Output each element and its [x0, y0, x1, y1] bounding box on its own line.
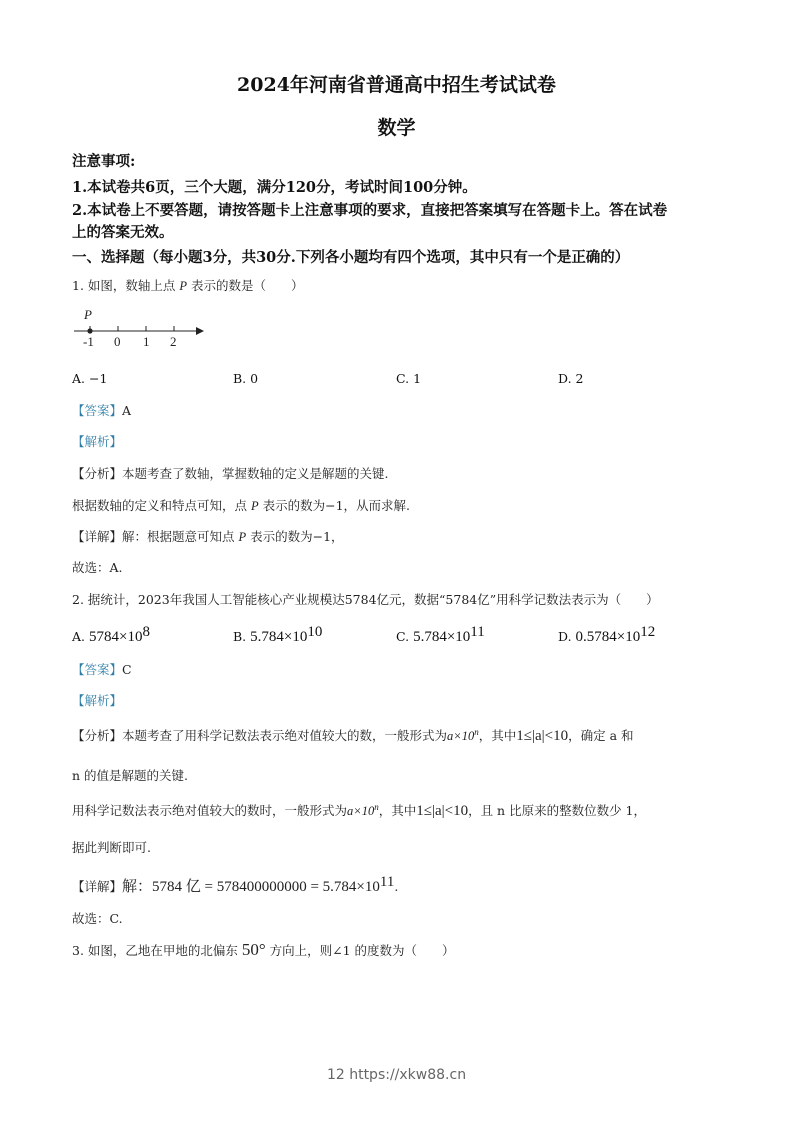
svg-text:2: 2	[170, 334, 177, 349]
q2-stem: 2. 据统计，2023年我国人工智能核心产业规模达5784亿元，数据“5784亿”用科学记数法表示为（ ）	[72, 592, 659, 607]
q1-option-b: B. 0	[233, 371, 259, 386]
number-line-figure	[72, 306, 212, 355]
q1-stem: 1. 如图，数轴上点 P 表示的数是（ ）	[72, 278, 304, 293]
q1-reasoning: 根据数轴的定义和特点可知，点 P 表示的数为−1，从而求解.	[72, 498, 410, 513]
q2-answer: 【答案】C	[72, 662, 132, 677]
svg-text:-1: -1	[83, 334, 94, 349]
svg-text:P: P	[84, 307, 92, 322]
svg-text:0: 0	[114, 334, 121, 349]
q1-conclusion: 故选：A.	[72, 560, 123, 575]
svg-text:1: 1	[143, 334, 150, 349]
q3-stem: 3. 如图，乙地在甲地的北偏东 50° 方向上，则∠1 的度数为（ ）	[72, 940, 455, 959]
q1-answer: 【答案】A	[72, 403, 132, 418]
q2-option-c: C. $5.784\times 10^{11}$	[396, 624, 485, 646]
q2-detail: 【详解】解：5784 亿 = $578400000000 = 5.784\times 10^{11}$.	[72, 874, 399, 896]
notice-item-2-cont: 上的答案无效。	[72, 224, 174, 241]
q1-analysis-label: 【解析】	[72, 434, 123, 449]
q1-detail: 【详解】解：根据题意可知点 P 表示的数为−1，	[72, 529, 344, 544]
section-heading: 一、选择题（每小题3分，共30分.下列各小题均有四个选项，其中只有一个是正确的）	[72, 249, 630, 266]
q1-option-a: A. −1	[72, 371, 108, 386]
page-footer: 12 https://xkw88.cn	[326, 1067, 467, 1083]
notice-item-1: 1.本试卷共6页，三个大题，满分120分，考试时间100分钟。	[72, 179, 477, 196]
q2-conclusion: 故选：C.	[72, 911, 123, 926]
q2-fenxi: 【分析】本题考查了用科学记数法表示绝对值较大的数，一般形式为$a\times 10^n$，其中1≤|a|<10，确定 a 和	[72, 726, 634, 744]
q2-option-a: A. $5784\times 10^8$	[72, 624, 150, 646]
exam-subject: 数学	[377, 117, 416, 139]
q1-fenxi: 【分析】本题考查了数轴，掌握数轴的定义是解题的关键.	[72, 466, 389, 481]
q2-rule-cont: 据此判断即可.	[72, 840, 151, 855]
exam-title: 2024年河南省普通高中招生考试试卷	[237, 74, 556, 96]
q2-rule: 用科学记数法表示绝对值较大的数时，一般形式为$a\times 10^n$，其中1≤|a|<10，且 n 比原来的整数位数少 1，	[72, 801, 647, 819]
notice-item-2: 2.本试卷上不要答题，请按答题卡上注意事项的要求，直接把答案填写在答题卡上。答在试卷	[72, 202, 668, 219]
q2-option-d: D. $0.5784\times 10^{12}$	[558, 624, 656, 646]
notice-heading: 注意事项:	[72, 153, 136, 170]
q2-option-b: B. $5.784\times 10^{10}$	[233, 624, 323, 646]
q1-option-d: D. 2	[558, 371, 584, 386]
q2-fenxi-cont: n 的值是解题的关键.	[72, 768, 188, 783]
q1-option-c: C. 1	[396, 371, 422, 386]
q2-analysis-label: 【解析】	[72, 693, 123, 708]
